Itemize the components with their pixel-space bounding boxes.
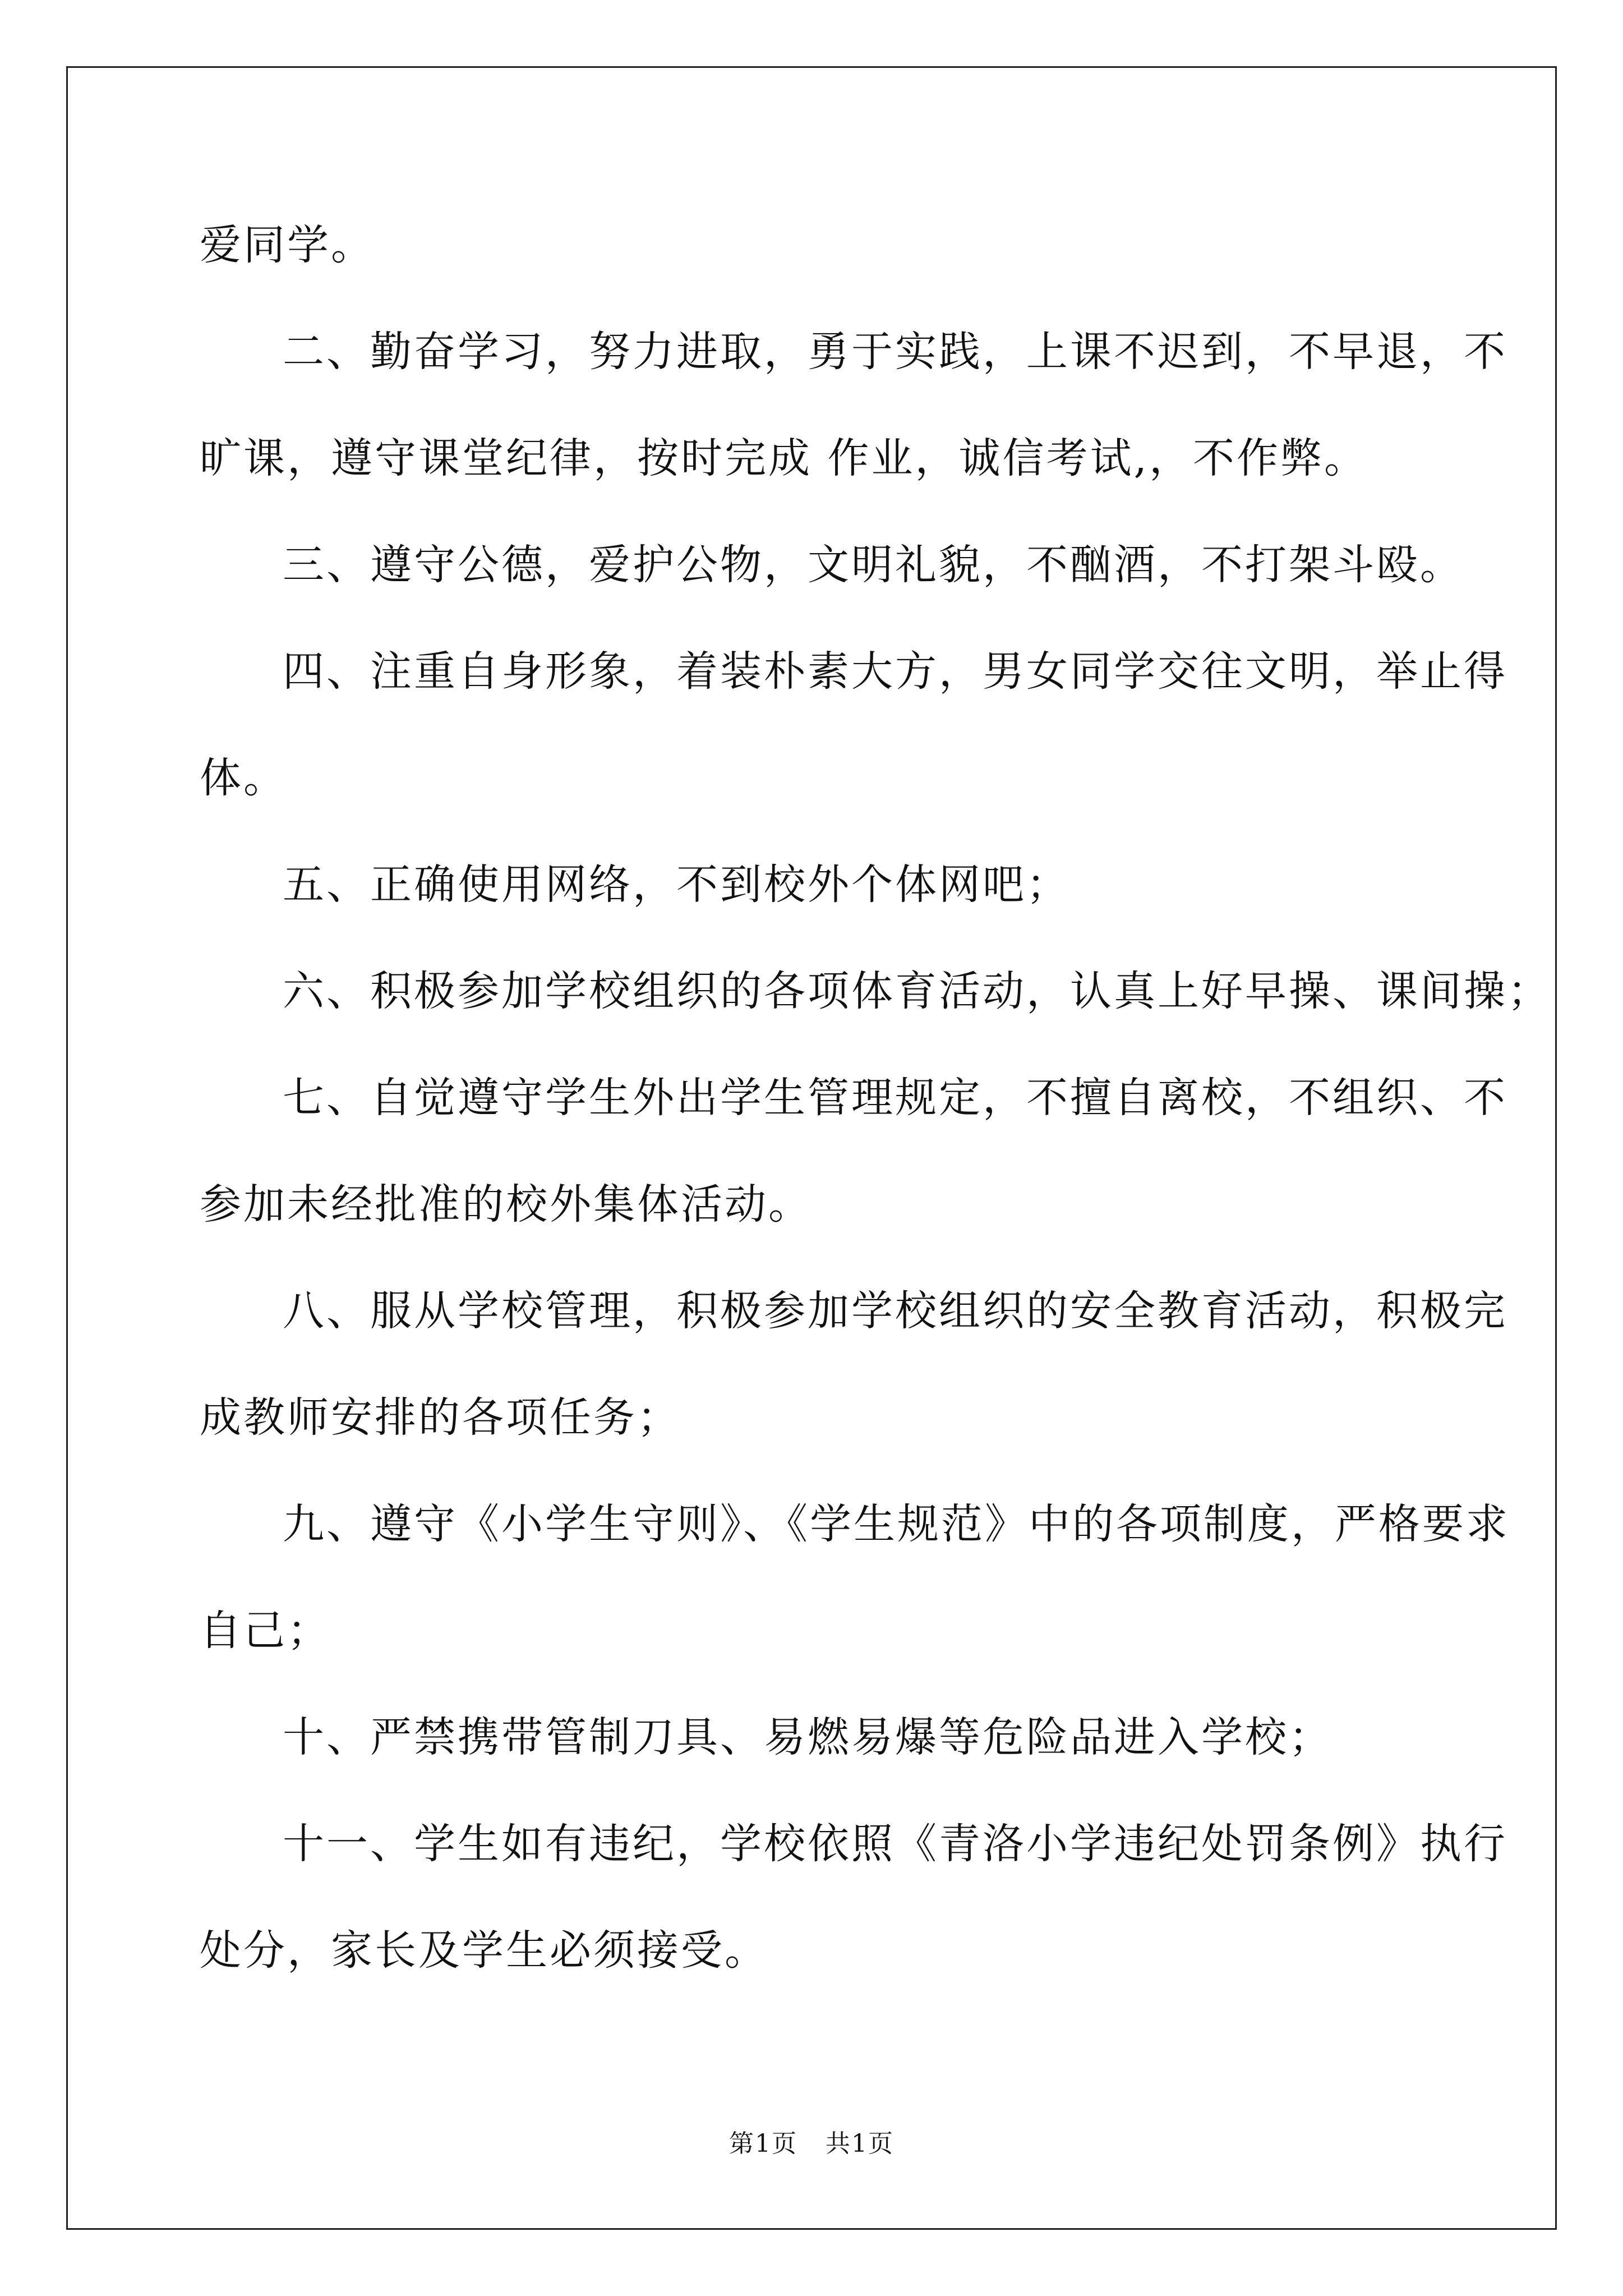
text-line: 自己； [200, 1607, 331, 1655]
page-number: 第1页 [729, 2129, 797, 2158]
text-line: 参加未经批准的校外集体活动。 [200, 1180, 812, 1228]
text-line: 六、积极参加学校组织的各项体育活动，认真上好早操、课间操； [283, 967, 1551, 1015]
page-border [66, 66, 1557, 2230]
text-line: 九、遵守《小学生守则》、《学生规范》中的各项制度，严格要求 [283, 1500, 1510, 1548]
page-total: 共1页 [826, 2129, 894, 2158]
text-line: 爱同学。 [200, 221, 375, 269]
page-footer [0, 2129, 1623, 2158]
text-line: 旷课，遵守课堂纪律，按时完成 作业，诚信考试,，不作弊。 [200, 434, 1368, 482]
text-line: 七、自觉遵守学生外出学生管理规定，不擅自离校，不组织、不 [283, 1074, 1507, 1122]
text-line: 十一、学生如有违纪，学校依照《青洛小学违纪处罚条例》执行 [283, 1820, 1507, 1868]
text-line: 体。 [200, 754, 287, 802]
text-line: 五、正确使用网络，不到校外个体网吧； [283, 861, 1070, 909]
text-line: 三、遵守公德，爱护公物，文明礼貌，不酗酒，不打架斗殴。 [283, 541, 1464, 589]
text-line: 十、严禁携带管制刀具、易燃易爆等危险品进入学校； [283, 1713, 1332, 1761]
text-line: 二、勤奋学习，努力进取，勇于实践，上课不迟到，不早退，不 [283, 328, 1507, 376]
text-line: 四、注重自身形象，着装朴素大方，男女同学交往文明，举止得 [283, 647, 1507, 696]
text-line: 处分，家长及学生必须接受。 [200, 1926, 768, 1975]
text-line: 成教师安排的各项任务； [200, 1393, 681, 1442]
text-line: 八、服从学校管理，积极参加学校组织的安全教育活动，积极完 [283, 1287, 1507, 1335]
